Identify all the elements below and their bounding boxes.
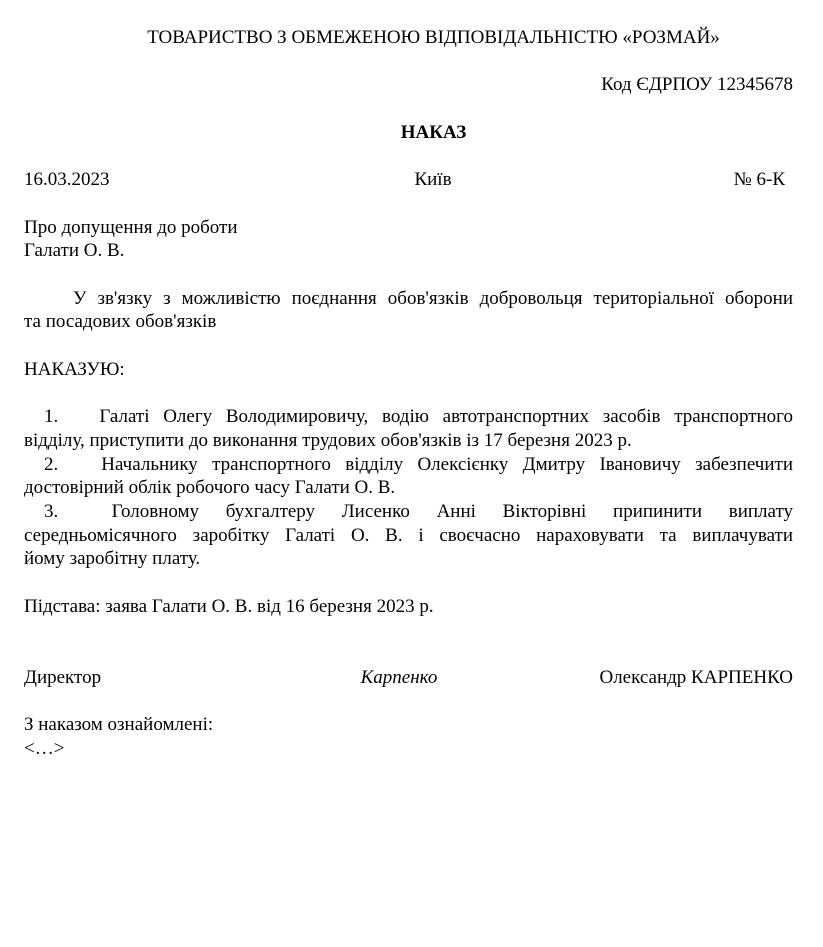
subject-line-2: Галати О. В. (24, 240, 125, 262)
order-item-1-line-1: 1. Галаті Олегу Володимировичу, водію автотранспортних засобів транспортного (44, 406, 793, 428)
order-item-3-line-1: 3. Головному бухгалтеру Лисенко Анні Вікторівні припинити виплату (44, 500, 793, 522)
acknowledgement-placeholder: <…> (24, 737, 65, 759)
order-title: НАКАЗ (400, 121, 467, 143)
order-item-3-line-3: йому заробітну плату. (24, 548, 201, 570)
preamble-line-1: У зв'язку з можливістю поєднання обов'язків добровольця територіальної оборони (73, 287, 793, 309)
meta-row (24, 168, 793, 192)
order-item-2-line-1: 2. Начальнику транспортного відділу Олексієнку Дмитру Івановичу забезпечити (44, 453, 793, 475)
subject-block (24, 216, 793, 263)
signature-role: Директор (24, 666, 102, 688)
basis-line: Підстава: заява Галати О. В. від 16 березня 2023 р. (24, 595, 434, 617)
order-city: Київ (414, 169, 452, 191)
signature-row (24, 666, 793, 690)
company-name: ТОВАРИСТВО З ОБМЕЖЕНОЮ ВІДПОВІДАЛЬНІСТЮ «РОЗМАЙ» (147, 27, 720, 48)
signature-autograph: Карпенко (360, 666, 438, 688)
order-item-3 (24, 500, 793, 571)
order-items (24, 405, 793, 571)
subject-line-1: Про допущення до роботи (24, 216, 238, 238)
order-item-2-line-2: достовірний облік робочого часу Галати О. В. (24, 477, 396, 499)
acknowledgement-label: З наказом ознайомлені: (24, 714, 214, 736)
order-item-1 (24, 405, 793, 452)
order-number: № 6-К (733, 169, 785, 191)
order-item-2 (24, 453, 793, 500)
order-item-1-line-2: відділу, приступити до виконання трудових обов'язків із 17 березня 2023 р. (24, 429, 632, 451)
order-item-3-line-2: середньомісячного заробітку Галаті О. В. і своєчасно нараховувати та виплачувати (24, 524, 793, 546)
preamble-line-2: та посадових обов'язків (24, 311, 217, 333)
order-keyword: НАКАЗУЮ: (24, 358, 125, 380)
signature-name: Олександр КАРПЕНКО (599, 666, 793, 688)
preamble (24, 287, 793, 334)
edrpou-code: Код ЄДРПОУ 12345678 (601, 74, 793, 96)
order-date: 16.03.2023 (24, 169, 110, 191)
